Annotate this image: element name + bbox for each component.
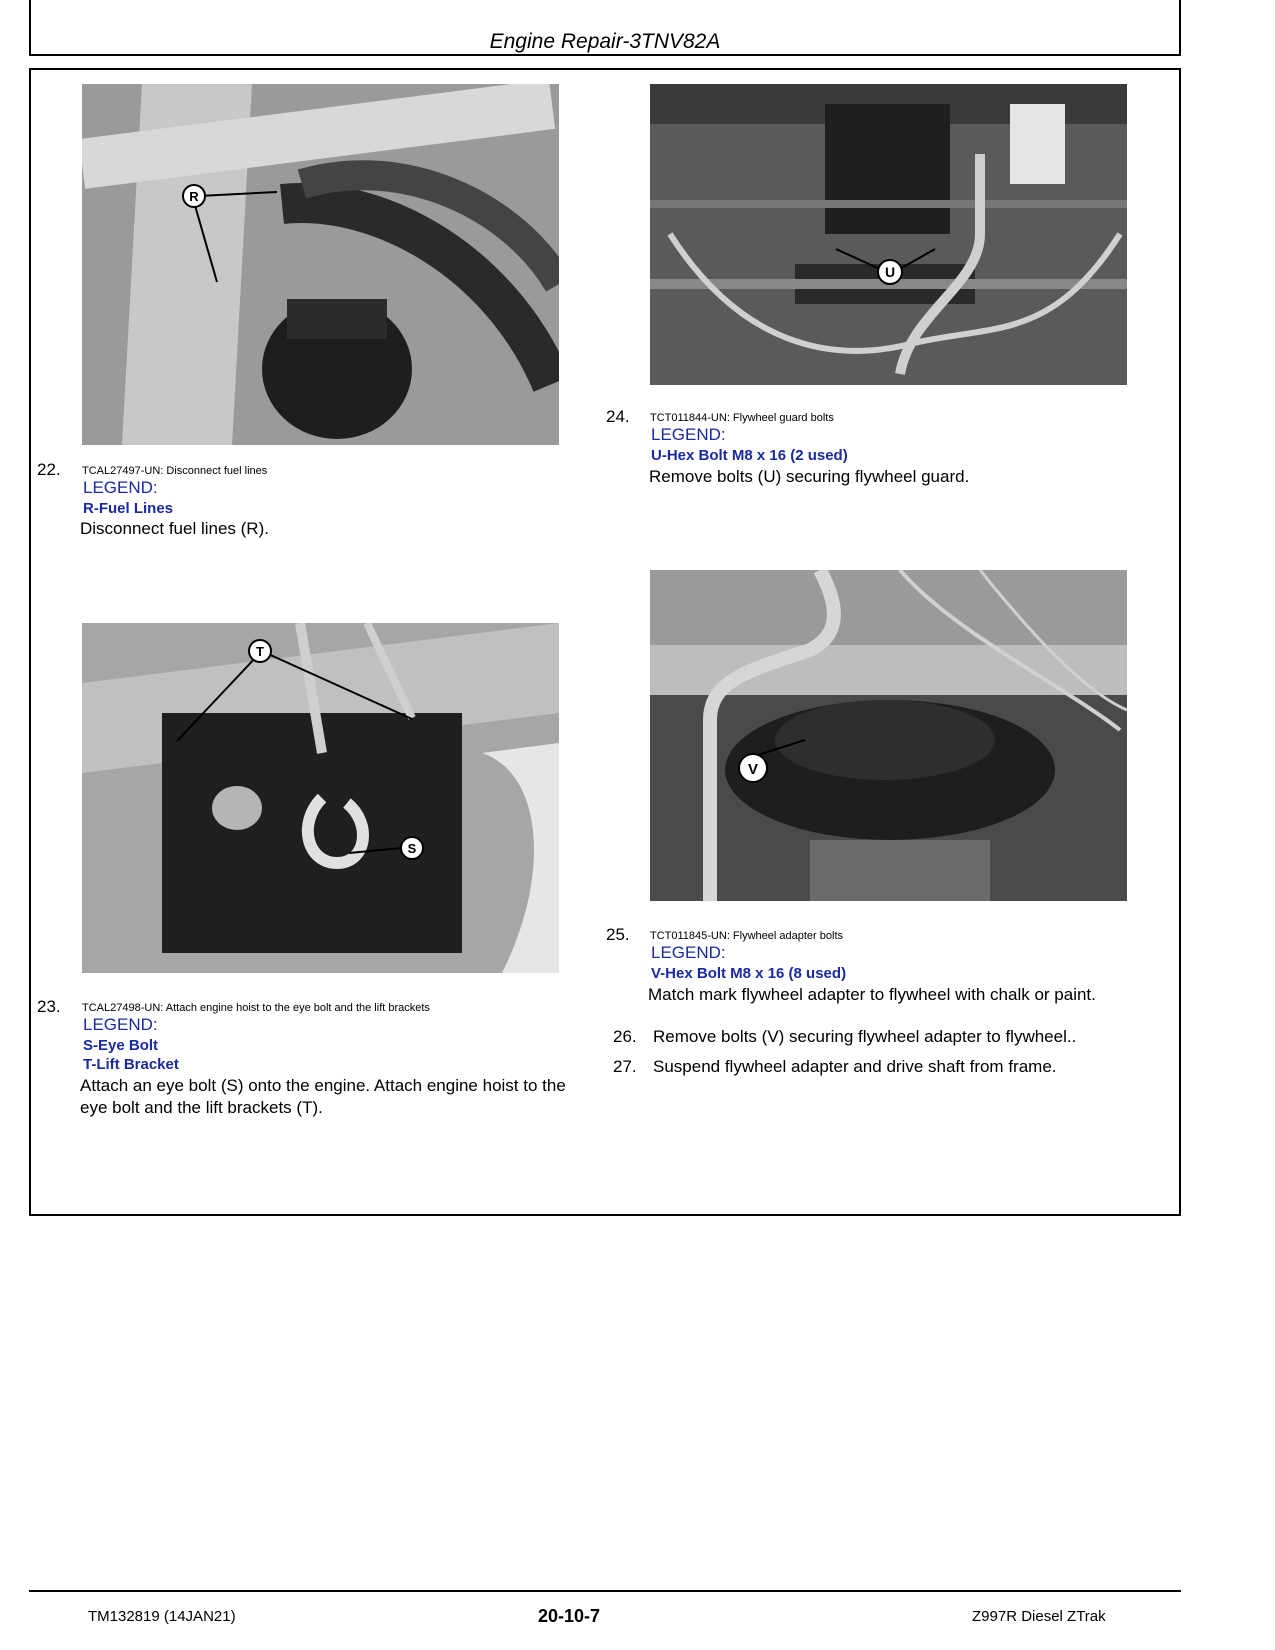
step-22-legend-item-r: R-Fuel Lines — [83, 500, 174, 517]
callout-s: S — [407, 841, 417, 856]
flywheel-guard-photo — [650, 84, 1127, 385]
callout-r: R — [189, 189, 199, 204]
step-23-legend-item-s: S-Eye Bolt — [83, 1037, 159, 1054]
step-26-number: 26. — [613, 1027, 637, 1046]
step-24-caption: TCT011844-UN: Flywheel guard bolts — [650, 412, 834, 424]
footer-rule — [29, 1590, 1181, 1592]
flywheel-adapter-photo — [650, 570, 1127, 901]
step-23-caption: TCAL27498-UN: Attach engine hoist to the eye bolt and the lift brackets — [82, 1002, 430, 1014]
step-24-number: 24. — [606, 407, 630, 426]
step-23-instruction: Attach an eye bolt (S) onto the engine. Attach engine hoist to the eye bolt and the lift brackets (T). — [80, 1076, 566, 1117]
section-title: Engine Repair-3TNV82A — [489, 30, 721, 53]
step-23-legend-item-t: T-Lift Bracket — [83, 1056, 179, 1073]
footer-manual-id: TM132819 (14JAN21) — [88, 1608, 236, 1625]
step-27-number: 27. — [613, 1057, 637, 1076]
engine-hoist-photo — [82, 623, 559, 973]
step-25-caption: TCT011845-UN: Flywheel adapter bolts — [650, 930, 843, 942]
footer-model: Z997R Diesel ZTrak — [972, 1608, 1106, 1625]
callout-u: U — [884, 264, 896, 280]
step-22-instruction: Disconnect fuel lines (R). — [80, 519, 269, 538]
step-25-legend-item-v: V-Hex Bolt M8 x 16 (8 used) — [651, 965, 847, 982]
fuel-lines-photo — [82, 84, 559, 445]
step-26-instruction: Remove bolts (V) securing flywheel adapter to flywheel.. — [653, 1027, 1077, 1046]
step-27-instruction: Suspend flywheel adapter and drive shaft from frame. — [653, 1057, 1057, 1076]
step-22-number: 22. — [37, 460, 61, 479]
step-25-instruction: Match mark flywheel adapter to flywheel with chalk or paint. — [648, 985, 1096, 1004]
callout-v: V — [747, 761, 759, 778]
step-23-legend-heading: LEGEND: — [83, 1015, 158, 1034]
step-22-caption: TCAL27497-UN: Disconnect fuel lines — [82, 465, 268, 477]
step-24-instruction: Remove bolts (U) securing flywheel guard. — [649, 467, 970, 486]
page-number: 20-10-7 — [538, 1606, 601, 1626]
callout-t: T — [256, 644, 264, 659]
step-25-legend-heading: LEGEND: — [651, 943, 726, 962]
step-25-number: 25. — [606, 925, 630, 944]
step-24-legend-heading: LEGEND: — [651, 425, 726, 444]
step-23-number: 23. — [37, 997, 61, 1016]
page-header — [29, 0, 1181, 56]
step-22-legend-heading: LEGEND: — [83, 478, 158, 497]
step-24-legend-item-u: U-Hex Bolt M8 x 16 (2 used) — [651, 447, 848, 464]
